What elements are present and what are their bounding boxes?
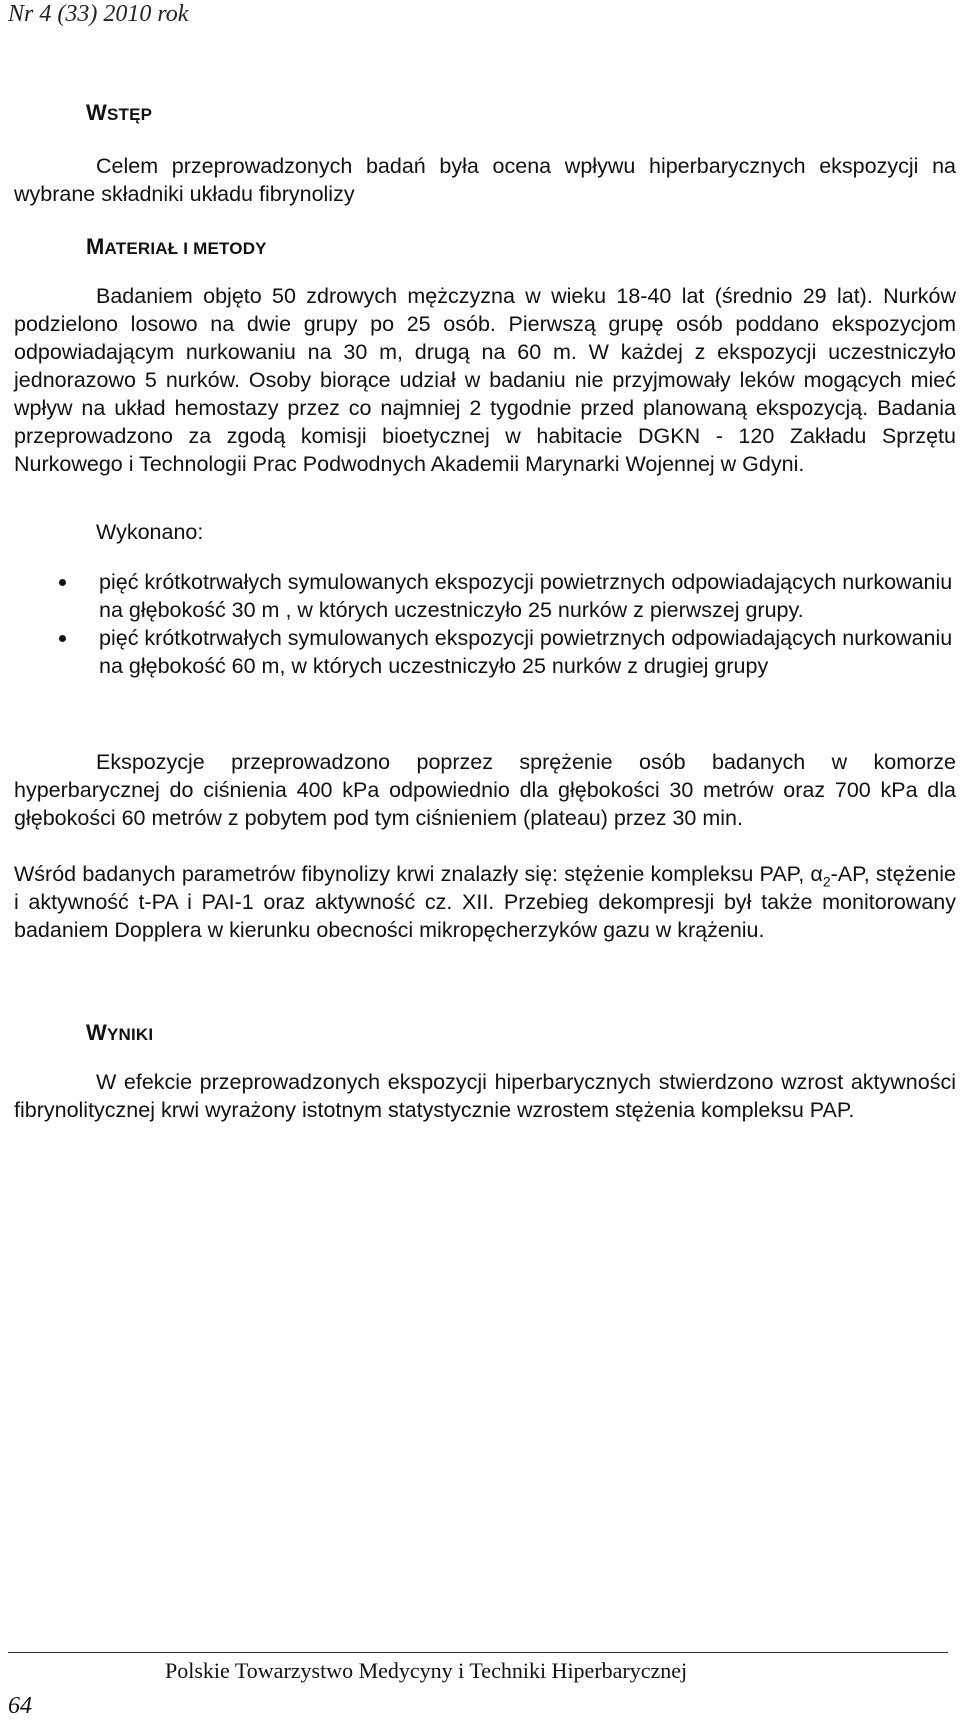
results-heading-first: W bbox=[86, 1020, 107, 1045]
journal-name: Polskie Towarzystwo Medycyny i Techniki Hiperbarycznej bbox=[165, 1658, 688, 1683]
exposure-list bbox=[14, 568, 956, 680]
results-heading bbox=[86, 1020, 153, 1048]
list-item-text: pięć krótkotrwałych symulowanych ekspozycji powietrznych odpowiadających nurkowaniu na głębokość 30 m , w których uczestniczyło 25 nurków z pierwszej grupy. bbox=[99, 570, 953, 622]
parameters-text-b: -AP, stężenie i aktywność t-PA i PAI-1 oraz aktywność cz. XII. Przebieg dekompresji był także monitorowany badaniem Dopplera w kierunku obecności mikropęcherzyków gazu w krążeniu. bbox=[14, 862, 956, 942]
exposure-text: Ekspozycje przeprowadzono poprzez sprężenie osób badanych w komorze hyperbarycznej do ciśnienia 400 kPa odpowiednio dla głębokości 30 metrów oraz 700 kPa dla głębokości 60 metrów z pobytem pod tym ciśnieniem (plateau) przez 30 min. bbox=[14, 750, 956, 830]
methods-paragraph bbox=[14, 282, 956, 478]
intro-heading-first: W bbox=[86, 100, 107, 125]
methods-text: Badaniem objęto 50 zdrowych mężczyzna w wieku 18-40 lat (średnio 29 lat). Nurków podzielono losowo na dwie grupy po 25 osób. Pierwszą grupę osób poddano ekspozycjom odpowiadającym nurkowaniu na 30 m, drugą na 60 m. W każdej z ekspozycji uczestniczyło jednorazowo 5 nurków. Osoby biorące udział w badaniu nie przyjmowały leków mogących mieć wpływ na układ hemostazy przez co najmniej 2 tygodnie przed planowaną ekspozycją. Badania przeprowadzono za zgodą komisji bioetycznej w habitacie DGKN - 120 Zakładu Sprzętu Nurkowego i Technologii Prac Podwodnych Akademii Marynarki Wojennej w Gdyni. bbox=[14, 284, 956, 476]
intro-heading bbox=[86, 100, 152, 128]
exposure-paragraph bbox=[14, 748, 956, 832]
parameters-paragraph bbox=[14, 860, 956, 944]
issue-header: Nr 4 (33) 2010 rok bbox=[8, 1, 189, 27]
bullet-icon bbox=[59, 579, 66, 586]
results-paragraph bbox=[14, 1068, 956, 1124]
methods-heading-first: M bbox=[86, 234, 105, 259]
results-heading-rest: YNIKI bbox=[106, 1025, 154, 1044]
methods-heading bbox=[86, 234, 267, 262]
intro-paragraph bbox=[14, 152, 956, 208]
bullet-icon bbox=[59, 635, 66, 642]
list-item bbox=[14, 568, 956, 624]
list-item bbox=[14, 624, 956, 680]
alpha-subscript: 2 bbox=[822, 873, 831, 890]
done-label-text: Wykonano: bbox=[96, 520, 204, 544]
done-label bbox=[14, 518, 956, 546]
parameters-text-a: Wśród badanych parametrów fibynolizy krwi znalazły się: stężenie kompleksu PAP, α bbox=[14, 862, 823, 886]
results-text: W efekcie przeprowadzonych ekspozycji hiperbarycznych stwierdzono wzrost aktywności fibrynolitycznej krwi wyrażony istotnym statystycznie wzrostem stężenia kompleksu PAP. bbox=[14, 1070, 956, 1122]
methods-heading-rest: ATERIAŁ I METODY bbox=[104, 239, 267, 258]
page-number: 64 bbox=[8, 1693, 32, 1719]
footer-divider bbox=[8, 1652, 948, 1653]
list-item-text: pięć krótkotrwałych symulowanych ekspozycji powietrznych odpowiadających nurkowaniu na głębokość 60 m, w których uczestniczyło 25 nurków z drugiej grupy bbox=[99, 626, 953, 678]
intro-heading-rest: STĘP bbox=[106, 105, 153, 124]
intro-text: Celem przeprowadzonych badań była ocena wpływu hiperbarycznych ekspozycji na wybrane składniki układu fibrynolizy bbox=[14, 154, 956, 206]
